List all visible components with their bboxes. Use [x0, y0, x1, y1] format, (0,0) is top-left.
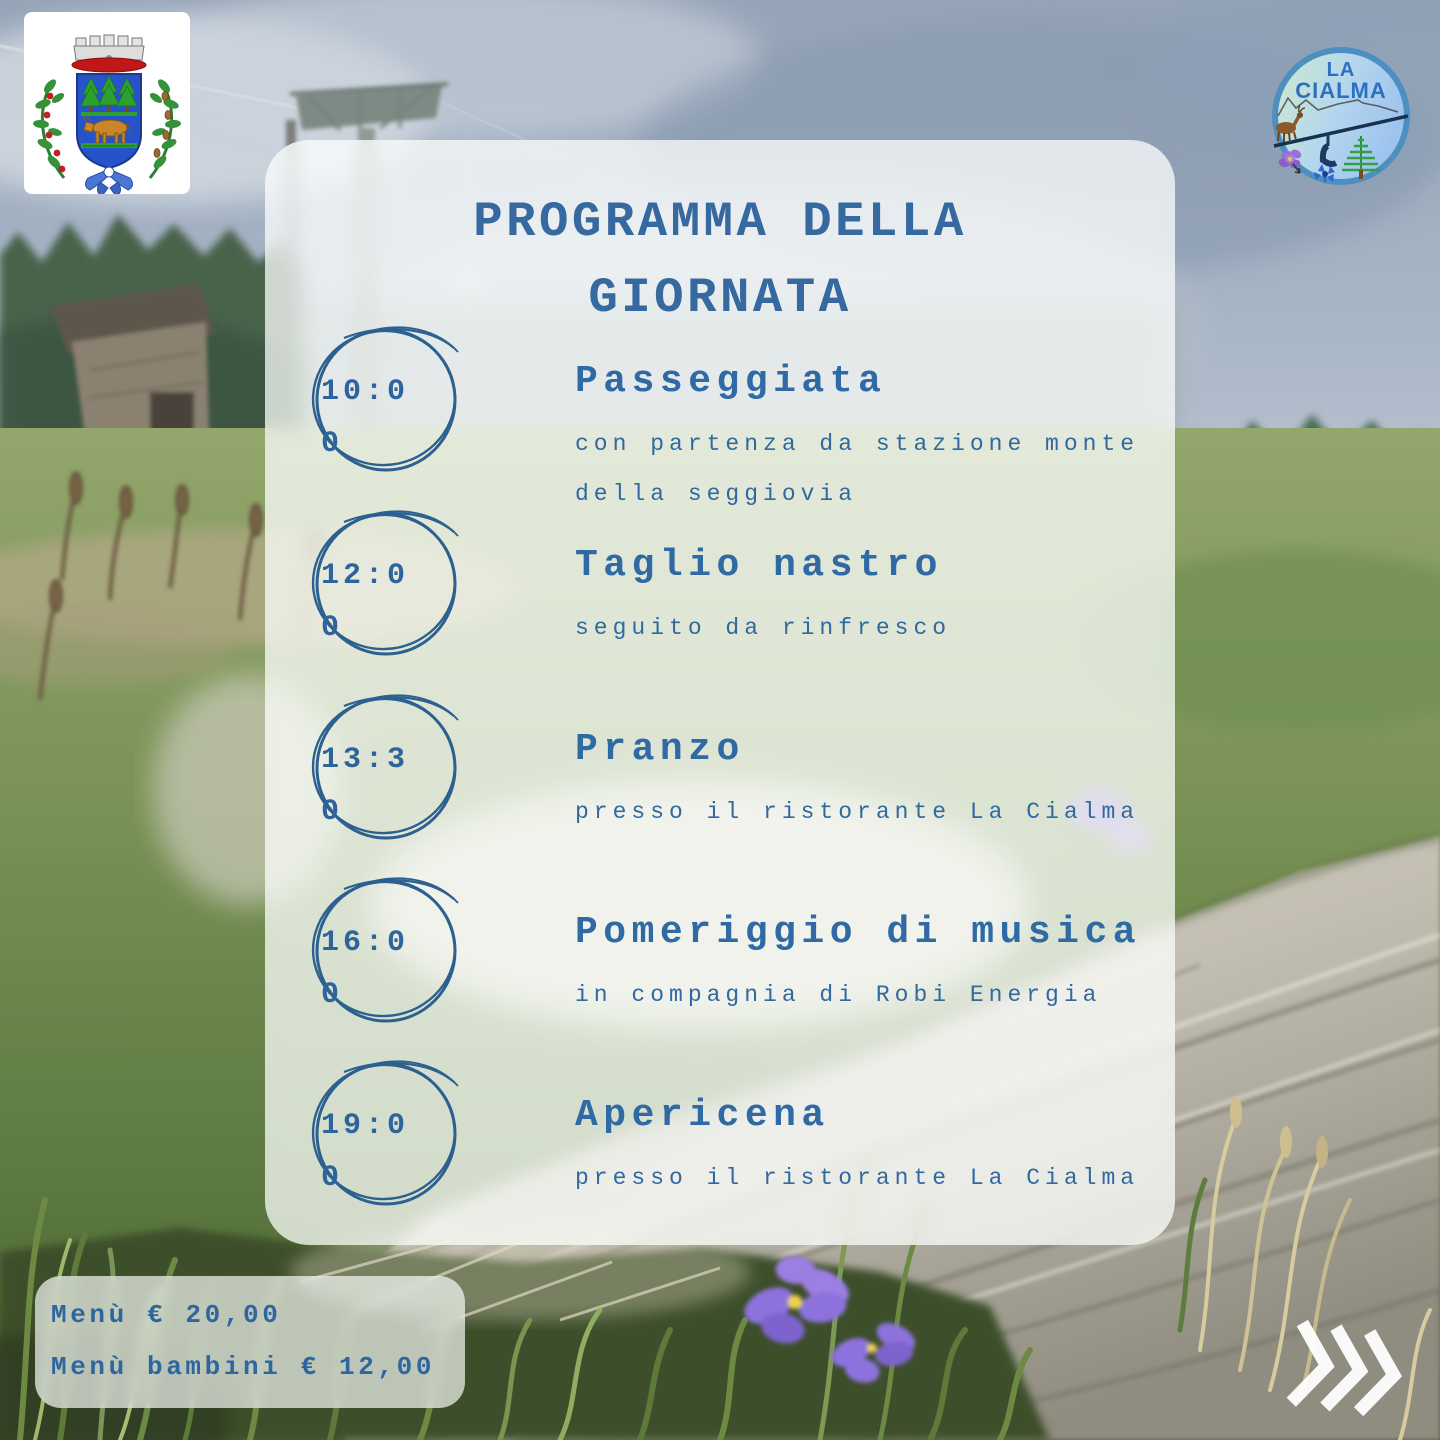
event-description: presso il ristorante La Cialma — [575, 1165, 1140, 1191]
event-title: Pomeriggio di musica — [575, 911, 1142, 954]
time-circle-icon — [310, 873, 460, 1023]
time-label: 13:30 — [321, 743, 410, 829]
logo-text-line1: LA — [1326, 59, 1356, 81]
time-circle-icon — [310, 690, 460, 840]
schedule-item — [310, 322, 1140, 507]
event-title: Taglio nastro — [575, 544, 943, 587]
event-title: Passeggiata — [575, 360, 887, 403]
schedule-item — [310, 506, 1140, 671]
page-title-line1: PROGRAMMA DELLA — [473, 194, 967, 250]
time-circle-icon — [310, 1056, 460, 1206]
time-label: 16:00 — [321, 926, 410, 1012]
event-description: in compagnia di Robi Energia — [575, 982, 1102, 1008]
program-card — [265, 140, 1175, 1245]
menu-bambini-price: Menù bambini € 12,00 — [51, 1352, 436, 1382]
menu-price: Menù € 20,00 — [51, 1300, 282, 1330]
event-description: con partenza da stazione monte della seggiovia — [575, 431, 1140, 507]
time-label: 19:00 — [321, 1109, 410, 1195]
event-description: seguito da rinfresco — [575, 615, 952, 641]
schedule-item — [310, 873, 1140, 1038]
page-title — [265, 184, 1175, 336]
time-label: 12:00 — [321, 559, 410, 645]
schedule-item — [310, 690, 1140, 855]
event-title: Apericena — [575, 1094, 830, 1137]
page-title-line2: GIORNATA — [588, 270, 852, 326]
menu-price-box — [35, 1276, 465, 1408]
time-label: 10:00 — [321, 375, 410, 461]
event-description: presso il ristorante La Cialma — [575, 799, 1140, 825]
time-circle-icon — [310, 322, 460, 472]
schedule-item — [310, 1056, 1140, 1221]
event-title: Pranzo — [575, 728, 745, 771]
la-cialma-logo — [1266, 42, 1416, 192]
logo-text-line2: CIALMA — [1295, 78, 1387, 103]
next-arrows-icon[interactable] — [1284, 1314, 1415, 1429]
municipal-crest — [24, 12, 190, 194]
time-circle-icon — [310, 506, 460, 656]
coat-of-arms-icon — [24, 12, 190, 194]
